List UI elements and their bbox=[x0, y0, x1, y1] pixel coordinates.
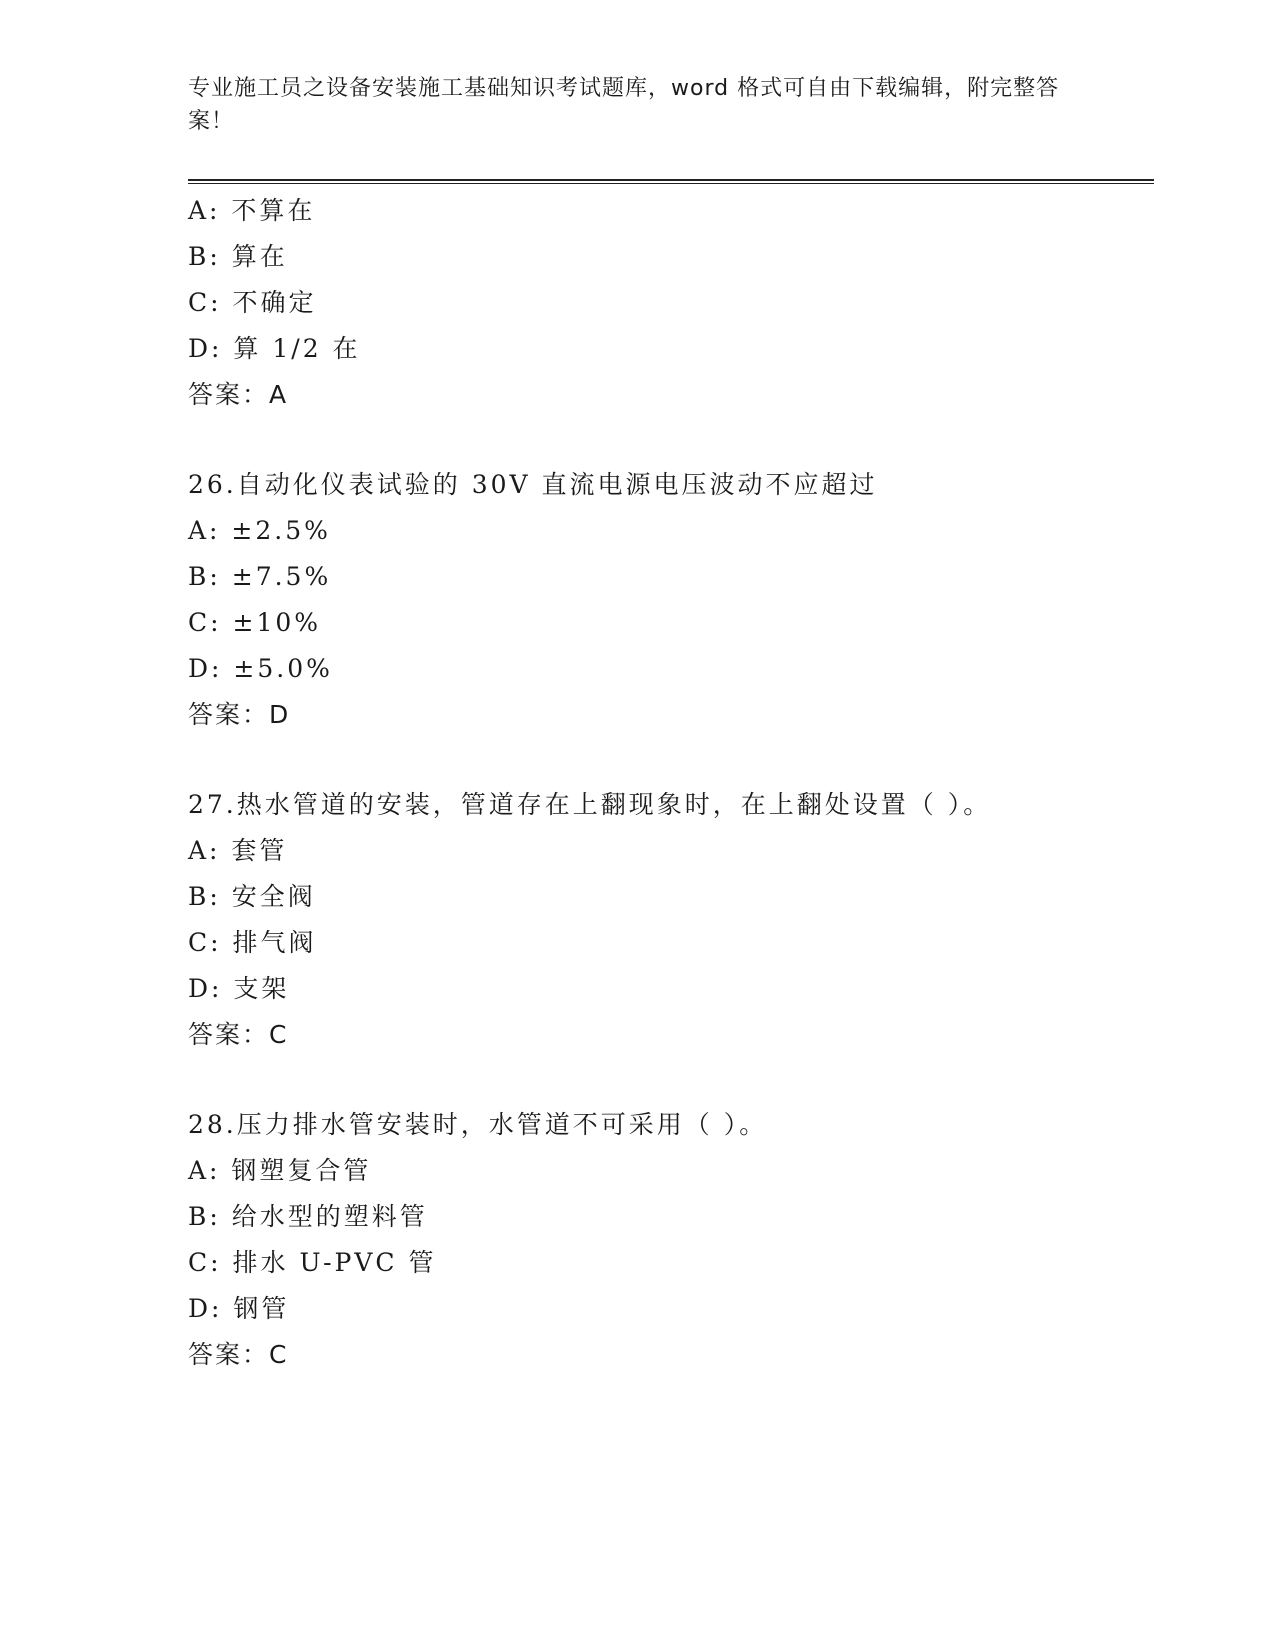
option-c: C: 排气阀 bbox=[188, 928, 317, 957]
option-c: C: 排水 U-PVC 管 bbox=[188, 1248, 437, 1277]
option-a: A: ±2.5% bbox=[188, 516, 331, 545]
option-b: B: 给水型的塑料管 bbox=[188, 1202, 428, 1231]
question-27 bbox=[188, 782, 1154, 1058]
option-d: D: 算 1/2 在 bbox=[188, 334, 361, 363]
page-header bbox=[188, 72, 1068, 138]
answer: 答案：C bbox=[188, 1340, 289, 1369]
question-list bbox=[188, 188, 1154, 1378]
header-text: 专业施工员之设备安装施工基础知识考试题库，word 格式可自由下载编辑，附完整答案！ bbox=[188, 76, 1060, 134]
spacer bbox=[188, 738, 1154, 782]
option-a: A: 不算在 bbox=[188, 196, 316, 225]
answer: 答案：A bbox=[188, 380, 289, 409]
answer: 答案：D bbox=[188, 700, 291, 729]
header-divider bbox=[188, 179, 1154, 184]
option-d: D: ±5.0% bbox=[188, 654, 333, 683]
question-stem: 27.热水管道的安装，管道存在上翻现象时，在上翻处设置（ ）。 bbox=[188, 790, 992, 819]
option-d: D: 钢管 bbox=[188, 1294, 290, 1323]
option-c: C: 不确定 bbox=[188, 288, 317, 317]
question-28 bbox=[188, 1102, 1154, 1378]
option-b: B: 算在 bbox=[188, 242, 288, 271]
option-d: D: 支架 bbox=[188, 974, 290, 1003]
answer: 答案：C bbox=[188, 1020, 289, 1049]
option-a: A: 套管 bbox=[188, 836, 288, 865]
question-stem: 28.压力排水管安装时，水管道不可采用（ ）。 bbox=[188, 1110, 768, 1139]
question-26 bbox=[188, 462, 1154, 738]
option-b: B: ±7.5% bbox=[188, 562, 332, 591]
spacer bbox=[188, 418, 1154, 462]
option-b: B: 安全阀 bbox=[188, 882, 316, 911]
spacer bbox=[188, 1058, 1154, 1102]
option-c: C: ±10% bbox=[188, 608, 322, 637]
option-a: A: 钢塑复合管 bbox=[188, 1156, 372, 1185]
question-stem: 26.自动化仪表试验的 30V 直流电源电压波动不应超过 bbox=[188, 470, 878, 499]
question-25-continued bbox=[188, 188, 1154, 418]
